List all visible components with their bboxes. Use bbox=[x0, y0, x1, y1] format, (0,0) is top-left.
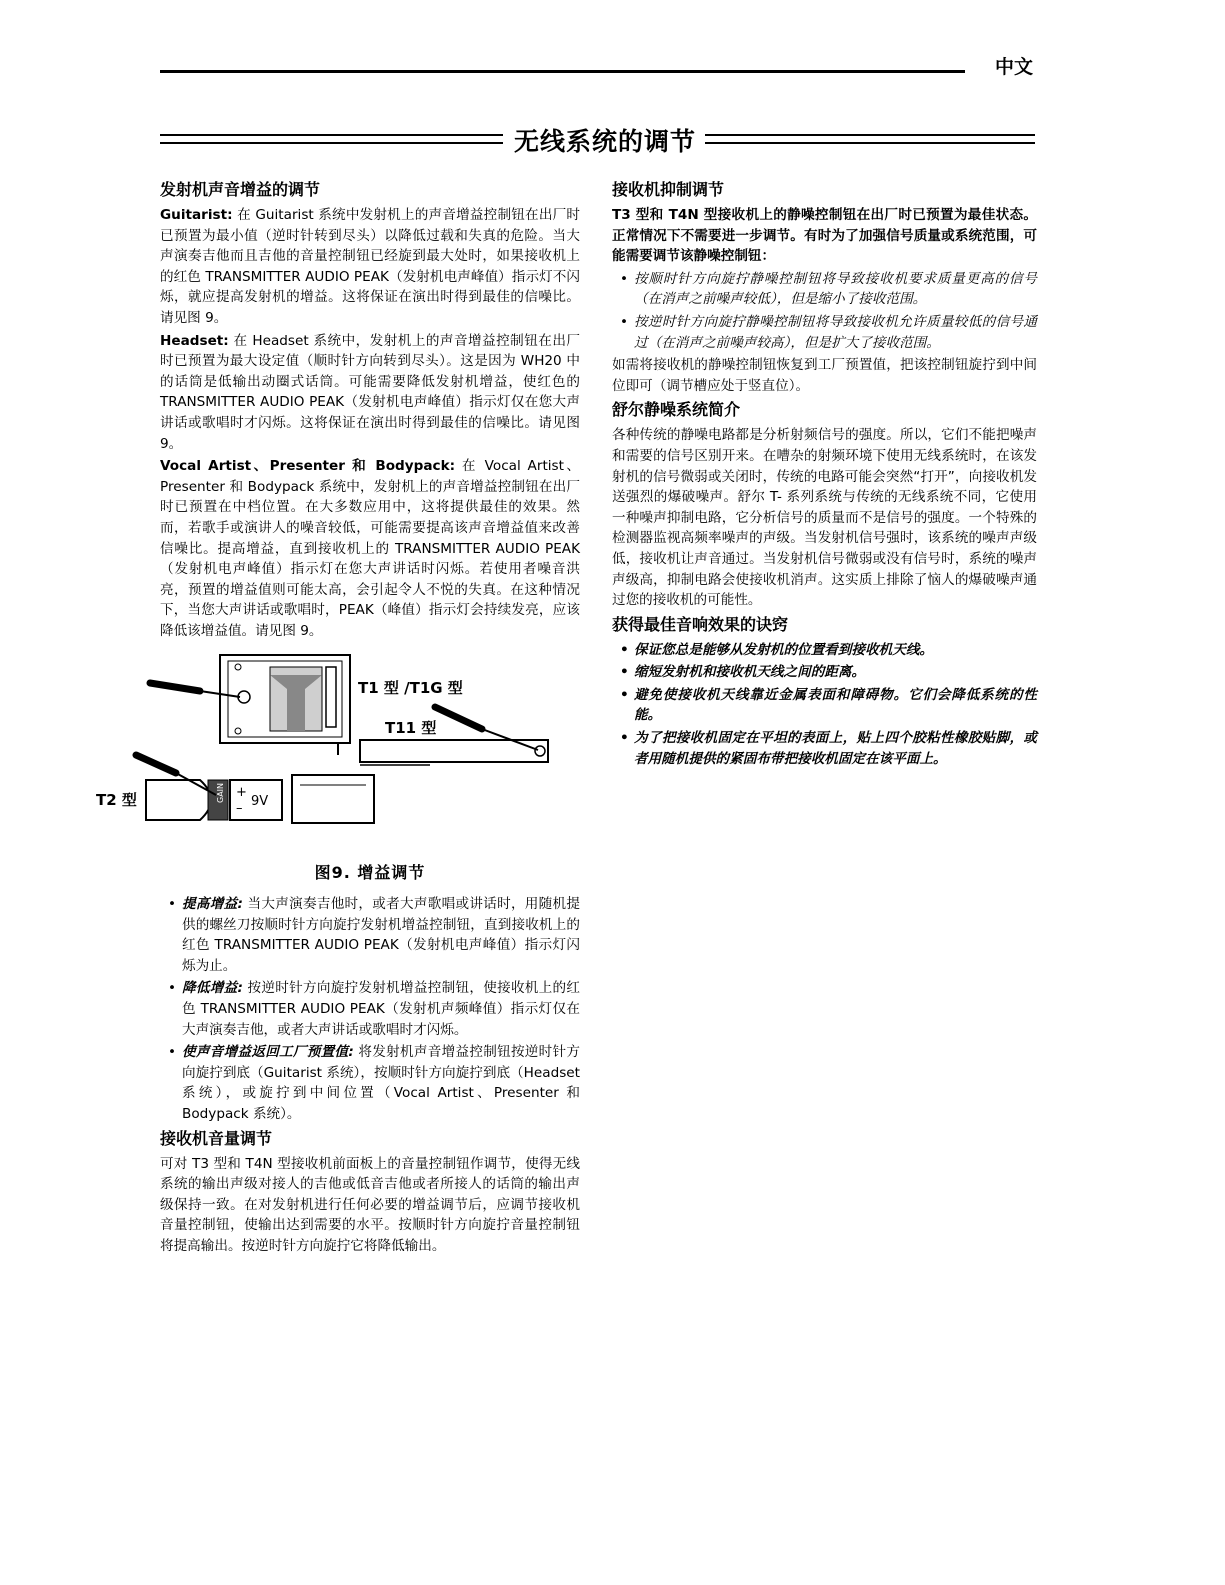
label-t1: T1 型 /T1G 型 bbox=[358, 679, 463, 698]
step-lead-reset: 使声音增益返回工厂预置值: bbox=[182, 1044, 354, 1061]
page-title: 无线系统的调节 bbox=[513, 127, 696, 156]
squelch-intro-text: T3 型和 T4N 型接收机上的静噪控制钮在出厂时已预置为最佳状态。正常情况下不需要进一步调节。有时为了加强信号质量或系统范围，可能需要调节该静噪控制钮： bbox=[612, 207, 1037, 265]
paragraph-guitarist bbox=[160, 205, 580, 329]
step-text-increase: 当大声演奏吉他时，或者大声歌唱或讲话时，用随机提供的螺丝刀按顺时针方向旋拧发射机增益控制钮，直到接收机上的红色 TRANSMITTER AUDIO PEAK（发射机电声峰值）指示灯闪烁为止。 bbox=[182, 896, 580, 974]
page-title-bar bbox=[160, 122, 1035, 158]
label-t2: T2 型 bbox=[96, 791, 137, 810]
paragraph-squelch-outro: 如需将接收机的静噪控制钮恢复到工厂预置值，把该控制钮旋拧到中间位即可（调节槽应处于竖直位）。 bbox=[612, 357, 1037, 394]
text-guitarist: 在 Guitarist 系统中发射机上的声音增益控制钮在出厂时已预置为最小值（逆时针转到尽头）以降低过载和失真的危险。当大声演奏吉他而且吉他的音量控制钮已经旋到最大处时，如果接收机上的红色 TRANSMITTER AUDIO PEAK（发射机电声峰值）指示灯不闪烁，就应提高发射机的增益。这将保证在演出时得到最佳的信噪比。请见图 9。 bbox=[160, 207, 580, 326]
list-item: • 保证您总是能够从发射机的位置看到接收机天线。 bbox=[612, 640, 1037, 661]
text-headset: 在 Headset 系统中，发射机上的声音增益控制钮在出厂时已预置为最大设定值（顺时针方向转到尽头）。这是因为 WH20 中的话筒是低输出动圈式话筒。可能需要降低发射机增益，使红色的 TRANSMITTER AUDIO PEAK（发射机电声峰值）指示灯仅在您大声讲话或歌唱时才闪烁。这将保证在演出时得到最佳的信噪比。请见图 9。 bbox=[160, 332, 580, 452]
lead-guitarist: Guitarist: bbox=[160, 207, 233, 223]
battery-cover bbox=[292, 775, 374, 823]
section-heading-tips: 获得最佳音响效果的诀窍 bbox=[612, 614, 789, 634]
list-item: • 按逆时针方向旋拧静噪控制钮将导致接收机允许质量较低的信号通过（在消声之前噪声较高），但是扩大了接收范围。 bbox=[612, 312, 1037, 353]
figure-gain-adjust bbox=[96, 655, 570, 855]
screwdriver-handle-1 bbox=[150, 683, 200, 691]
list-item bbox=[160, 1042, 580, 1124]
step-lead-decrease: 降低增益: bbox=[182, 980, 243, 997]
list-item: • 缩短发射机和接收机天线之间的距离。 bbox=[612, 662, 1037, 683]
list-item bbox=[160, 978, 580, 1040]
t11-gain-knob bbox=[535, 746, 545, 756]
step-text-reset: 将发射机声音增益控制钮按逆时针方向旋拧到底（Guitarist 系统），按顺时针方向旋拧到底（Headset 系统），或旋拧到中间位置（Vocal Artist、Presenter 和 Bodypack 系统）。 bbox=[182, 1044, 580, 1122]
battery-plus: + bbox=[236, 785, 247, 801]
title-rule-left bbox=[160, 134, 503, 144]
gain-adjust-illustration bbox=[96, 655, 570, 855]
section-heading-squelch: 接收机抑制调节 bbox=[612, 180, 725, 199]
figure-caption: 图9. 增益调节 bbox=[314, 863, 426, 883]
text-vocal: 在 Vocal Artist、Presenter 和 Bodypack 系统中，发射机上的声音增益控制钮在出厂时已预置在中档位置。在大多数应用中，这将提供最佳的效果。然而，若歌手或演讲人的噪音较低，可能需要提高该声音增益值来改善信噪比。提高增益，直到接收机上的 TRANSMITTER AUDIO PEAK（发射机电声峰值）指示灯在您大声讲话时闪烁。若使用者噪音洪亮，预置的增益值则可能太高，会引起令人不悦的失真。在这种情况下，当您大声讲话或歌唱时，PEAK（峰值）指示灯会持续发亮，应该降低该增益值。请见图 9。 bbox=[160, 458, 581, 639]
step-text-decrease: 按逆时针方向旋拧发射机增益控制钮，使接收机上的红色 TRANSMITTER AUDIO PEAK（发射机声频峰值）指示灯仅在大声演奏吉他，或者大声讲话或歌唱时才闪烁。 bbox=[182, 980, 580, 1038]
paragraph-shure: 各种传统的静噪电路都是分析射频信号的强度。所以，它们不能把噪声和需要的信号区别开来。在嘈杂的射频环境下使用无线系统时，在该发射机的信号微弱或关闭时，传统的电路可能会突然“打开”，向接收机发送强烈的爆破噪声。舒尔 T- 系列系统与传统的无线系统不同，它使用一种噪声抑制电路，它分析信号的质量而不是信号的强度。一个特殊的检测器监视高频率噪声的声级。当发射机信号强时，该系统的噪声声级低，接收机让声音通过。当发射机信号微弱或没有信号时，系统的噪声声级高，抑制电路会使接收机消声。这实质上排除了恼人的爆破噪声通过您的接收机的可能性。 bbox=[612, 427, 1037, 609]
gain-steps-list bbox=[160, 894, 580, 1125]
tips-list bbox=[612, 640, 1037, 770]
section-heading-gain: 发射机声音增益的调节 bbox=[160, 180, 321, 199]
list-item: • 避免使接收机天线靠近金属表面和障碍物。它们会降低系统的性能。 bbox=[612, 685, 1037, 726]
battery-minus: – bbox=[236, 801, 243, 817]
right-column bbox=[612, 178, 1037, 771]
lead-headset: Headset: bbox=[160, 332, 229, 349]
list-item: • 按顺时针方向旋拧静噪控制钮将导致接收机要求质量更高的信号（在消声之前噪声较低），但是缩小了接收范围。 bbox=[612, 269, 1037, 310]
list-item bbox=[160, 894, 580, 976]
paragraph-volume: 可对 T3 型和 T4N 型接收机前面板上的音量控制钮作调节，使得无线系统的输出声级对接人的吉他或低音吉他或者所接人的话筒的输出声级保持一致。在对发射机进行任何必要的增益调节后，应调节接收机音量控制钮，使输出达到需要的水平。按顺时针方向旋拧音量控制钮将提高输出。按逆时针方向旋拧它将降低输出。 bbox=[160, 1155, 580, 1254]
list-item: • 为了把接收机固定在平坦的表面上，贴上四个胶粘性橡胶贴脚，或者用随机提供的紧固布带把接收机固定在该平面上。 bbox=[612, 728, 1037, 769]
squelch-list bbox=[612, 269, 1037, 353]
language-label: 中文 bbox=[995, 56, 1034, 78]
t2-gain-text: GAIN bbox=[216, 783, 225, 804]
section-heading-shure: 舒尔静噪系统简介 bbox=[612, 400, 741, 420]
step-lead-increase: 提高增益: bbox=[182, 896, 243, 913]
paragraph-vocal bbox=[160, 456, 580, 641]
section-heading-volume: 接收机音量调节 bbox=[160, 1128, 273, 1148]
battery-label: 9V bbox=[251, 794, 269, 810]
lead-vocal: Vocal Artist、Presenter 和 Bodypack: bbox=[160, 458, 456, 475]
paragraph-headset bbox=[160, 331, 580, 455]
label-t11: T11 型 bbox=[385, 719, 437, 738]
left-column bbox=[96, 178, 581, 1259]
paragraph-squelch-intro bbox=[612, 205, 1037, 267]
screwdriver-handle-3 bbox=[136, 755, 176, 773]
screwdriver-handle-2 bbox=[435, 707, 482, 729]
header-rule bbox=[160, 70, 965, 73]
title-rule-right bbox=[705, 134, 1035, 144]
